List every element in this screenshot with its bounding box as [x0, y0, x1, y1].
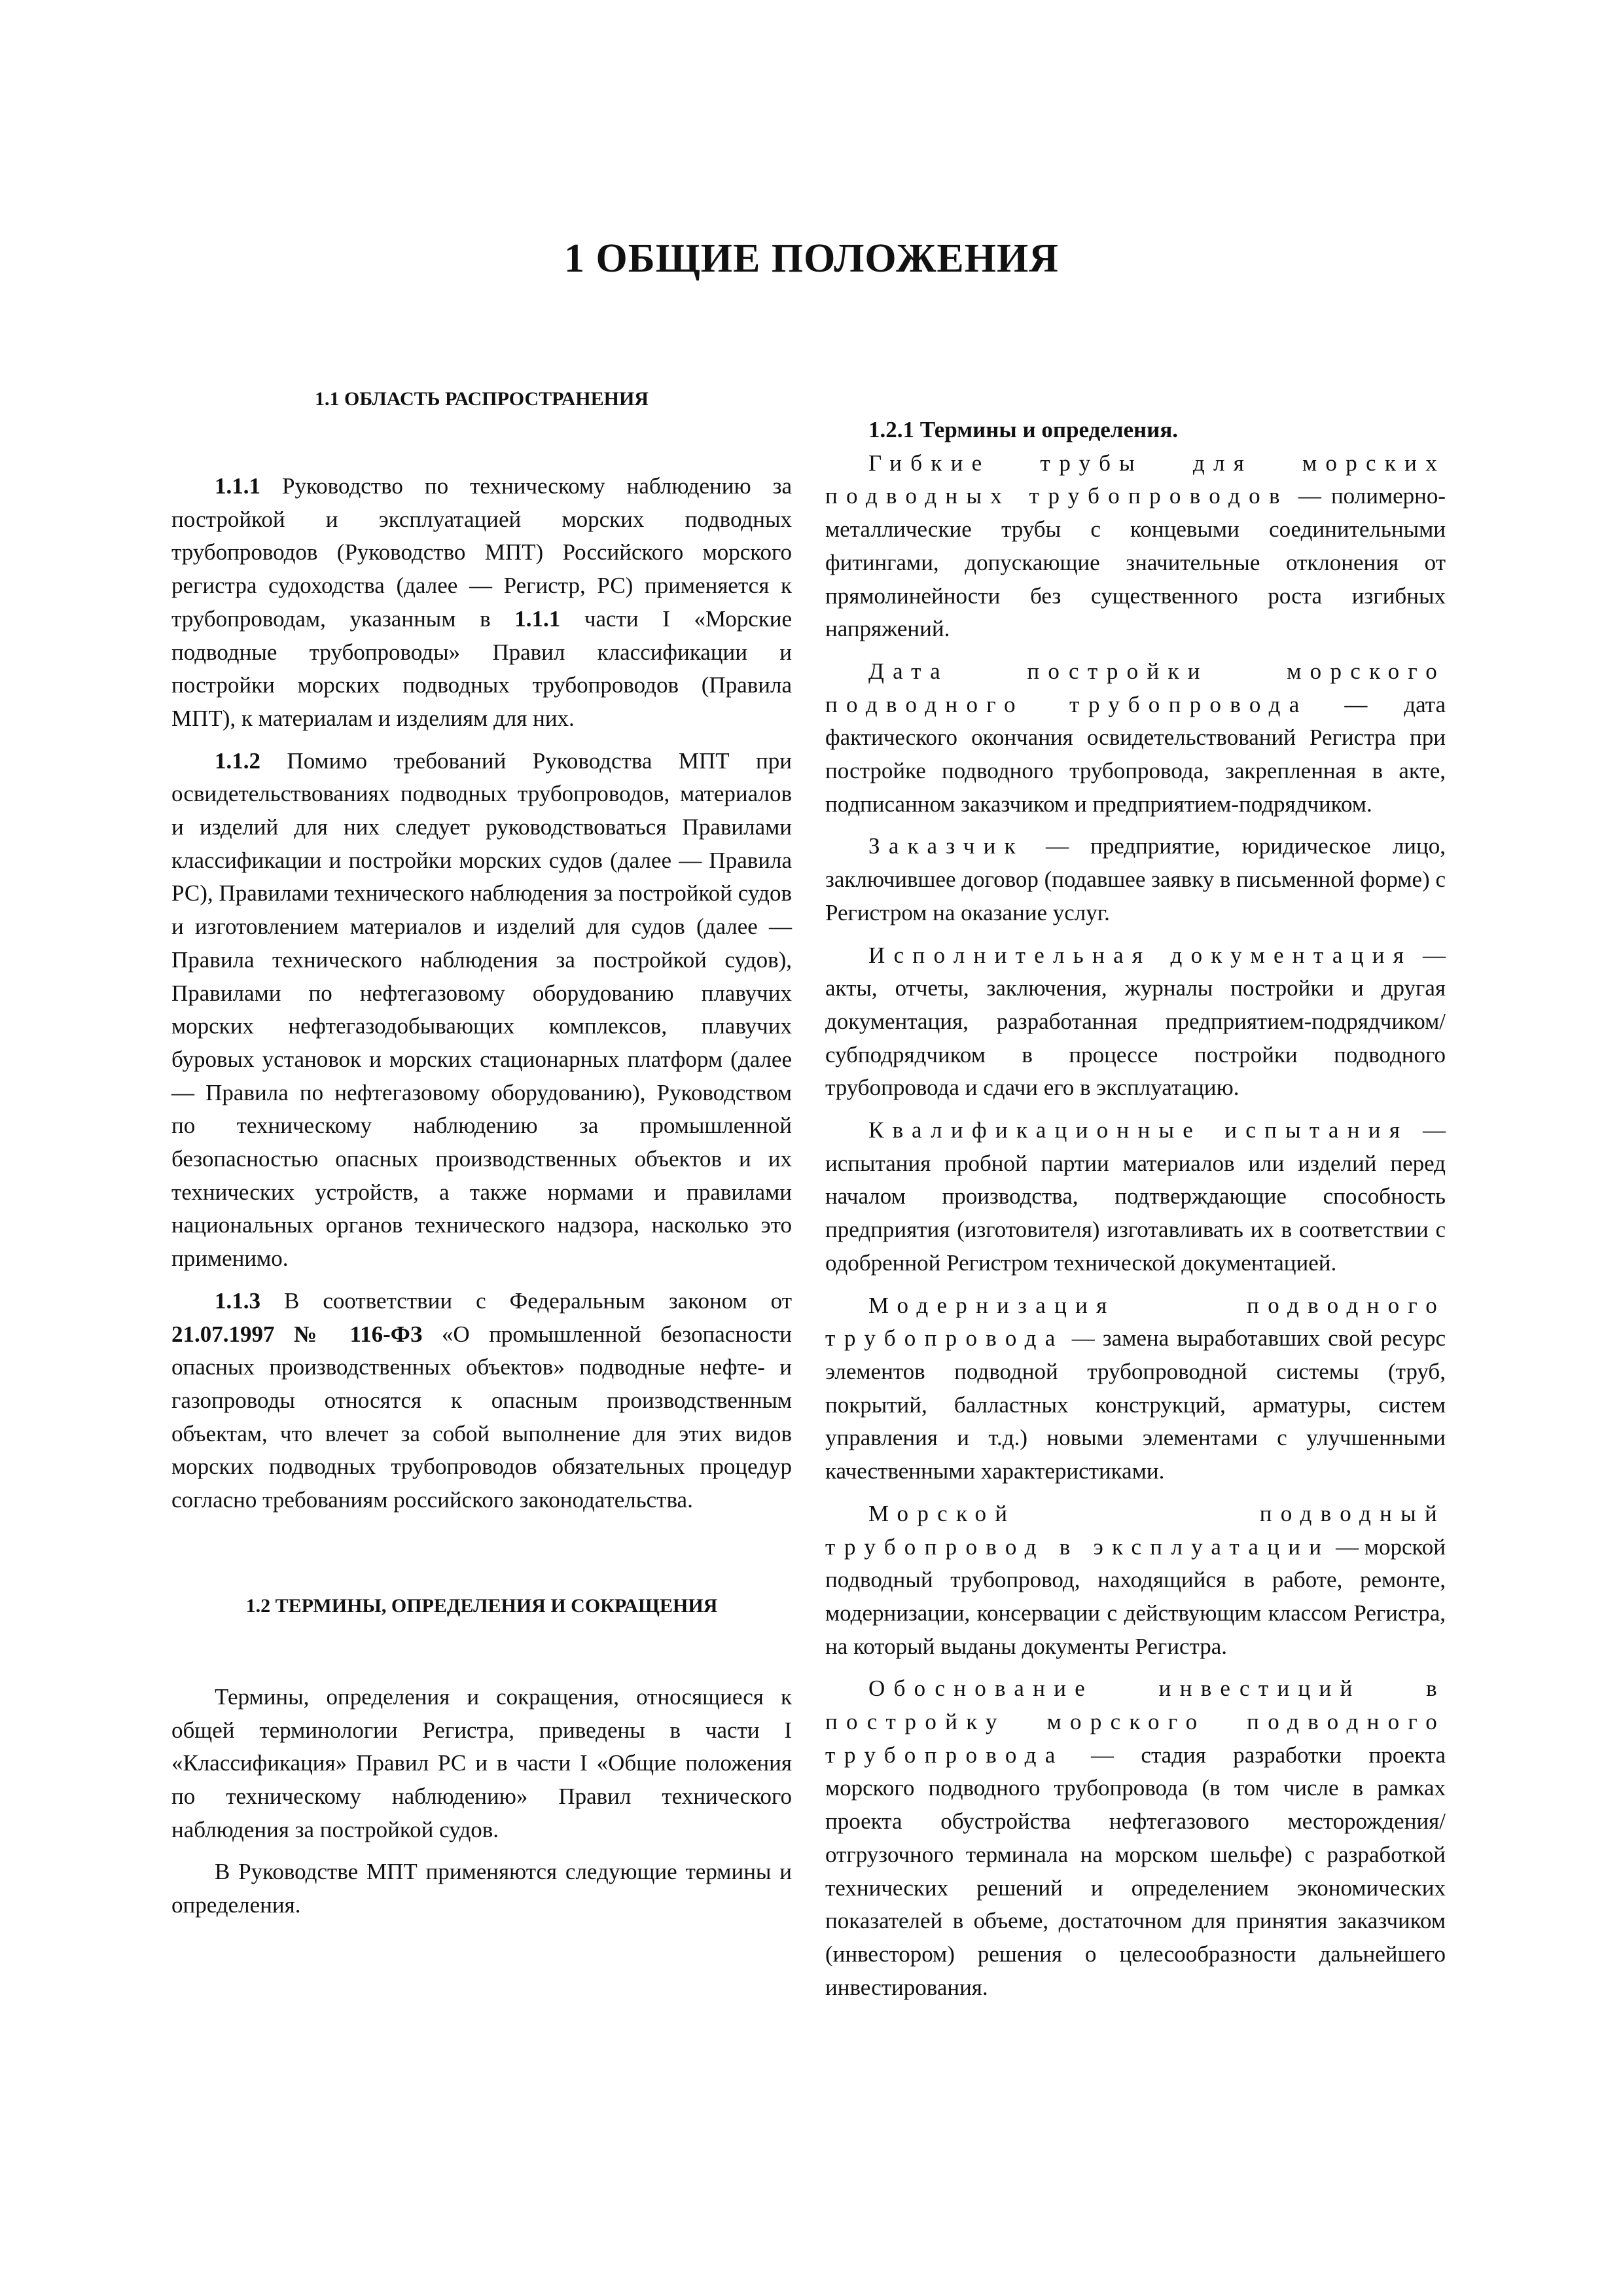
term: Квалификационные испытания: [868, 1117, 1409, 1143]
definition: — предприятие, юридическое лицо, заключившее договор (подавшее заявку в письменной форме) с Регистром на оказание услуг.: [825, 833, 1446, 925]
term: Морской подводный трубопровод в эксплуатации: [825, 1500, 1446, 1560]
term-definition: [825, 447, 1446, 646]
term: Модернизация подводного трубопровода: [825, 1292, 1446, 1352]
term-definition: [825, 830, 1446, 929]
clause-number: 1.1.1: [215, 473, 260, 499]
paragraph-1-2-terms-intro: В Руководстве МПТ применяются следующие термины и определения.: [171, 1859, 792, 1918]
clause-number: 1.1.3: [215, 1287, 260, 1314]
definition: — полимернометаллические трубы с концевыми соединительными фитингами, допускающие значительные отклонения от прямолинейности без существенного роста изгибных напряжений.: [825, 483, 1446, 642]
subsection-heading-1-2-1: 1.2.1 Термины и определения.: [868, 417, 1179, 442]
term: Заказчик: [868, 833, 1024, 859]
term-definition: [825, 1672, 1446, 2004]
left-column: [171, 386, 792, 1922]
paragraph-1-1-2: 1.1.2 Помимо требований Руководства МПТ при освидетельствованиях подводных трубопроводов, материалов и изделий для них следует руководствоваться Правилами классификации и постройки морских судов (далее — Правила РС), Правилами технического наблюдения за постройкой судов и изготовлением материалов и изделий для судов (далее — Правила технического наблюдения за постройкой судов), Правилами по нефтегазовому оборудованию плавучих морских нефтегазодобывающих комплексов, плавучих буровых установок и морских стационарных платформ (далее — Правила по нефтегазовому оборудованию), Руководством по техническому наблюдению за промышленной безопасностью опасных производственных объектов и их технических устройств, а также нормами и правилами национальных органов технического надзора, насколько это применимо.: [171, 747, 792, 1272]
paragraph-1-1-3: 1.1.3 В соответствии с Федеральным законом от 21.07.1997 № 116-ФЗ «О промышленной безопасности опасных производственных объектов» подводные нефте- и газопроводы относятся к опасным производственным объектам, что влечет за собой выполнение для этих видов морских подводных трубопроводов обязательных процедур согласно требованиям российского законодательства.: [171, 1287, 792, 1513]
right-column: [825, 386, 1446, 2004]
definition: — акты, отчеты, заключения, журналы постройки и другая документация, разработанная предприятием-подрядчиком/субподрядчиком в процессе постройки подводного трубопровода и сдачи его в эксплуатацию.: [825, 942, 1446, 1101]
term: Обоснование инвестиций в постройку морского подводного трубопровода: [825, 1676, 1446, 1768]
definition: — дата фактического окончания освидетельствований Регистра при постройке подводного трубопровода, закрепленная в акте, подписанном заказчиком и предприятием-подрядчиком.: [825, 691, 1446, 817]
term: Исполнительная документация: [868, 942, 1413, 968]
definition: — замена выработавших свой ресурс элементов подводной трубопроводной системы (труб, покрытий, балластных конструкций, арматуры, систем управления и т.д.) новыми элементами с улучшенными качественными характеристиками.: [825, 1325, 1446, 1484]
section-heading-1-2: 1.2 ТЕРМИНЫ, ОПРЕДЕЛЕНИЯ И СОКРАЩЕНИЯ: [245, 1594, 718, 1617]
term: Дата постройки морского подводного трубопровода: [825, 658, 1446, 717]
definition: — стадия разработки проекта морского подводного трубопровода (в том числе в рамках проекта обустройства нефтегазового месторождения/отгрузочного терминала на морском шельфе) с разработкой технических решений и определением экономических показателей в объеме, достаточном для принятия заказчиком (инвестором) решения о целесообразности дальнейшего инвестирования.: [825, 1742, 1446, 2000]
chapter-title: 1 ОБЩИЕ ПОЛОЖЕНИЯ: [563, 236, 1059, 281]
clause-reference: 1.1.1: [514, 605, 561, 632]
term-definition: [825, 1498, 1446, 1664]
term-definition: [825, 1114, 1446, 1280]
definition: — испытания пробной партии материалов или изделий перед началом производства, подтверждающие способность предприятия (изготовителя) изготавливать их в соответствии с одобренной Регистром технической документацией.: [825, 1117, 1446, 1276]
term-definition: [825, 939, 1446, 1105]
paragraph-1-1-1: 1.1.1 Руководство по техническому наблюдению за постройкой и эксплуатацией морских подводных трубопроводов (Руководство МПТ) Российского морского регистра судоходства (далее — Регистр, РС) применяется к трубопроводам, указанным в 1.1.1 части I «Морские подводные трубопроводы» Правил классификации и постройки морских подводных трубопроводов (Правила МПТ), к материалам и изделиям для них.: [171, 473, 792, 731]
clause-number: 1.2.1: [868, 417, 914, 442]
definition: — морской подводный трубопровод, находящийся в работе, ремонте, модернизации, консервации с действующим классом Регистра, на который выданы документы Регистра.: [825, 1534, 1446, 1659]
term-definition: [825, 1289, 1446, 1488]
paragraph-1-2-intro: Термины, определения и сокращения, относящиеся к общей терминологии Регистра, приведены в части I «Классификация» Правил РС и в части I «Общие положения по техническому наблюдению» Правил технического наблюдения за постройкой судов.: [171, 1683, 792, 1842]
clause-number: 1.1.2: [215, 747, 260, 774]
term: Гибкие трубы для морских подводных трубопроводов: [825, 450, 1446, 509]
term-definition: [825, 655, 1446, 821]
law-reference: 21.07.1997 № 116-ФЗ: [171, 1321, 423, 1347]
section-heading-1-1: 1.1 ОБЛАСТЬ РАСПРОСТРАНЕНИЯ: [315, 388, 649, 410]
